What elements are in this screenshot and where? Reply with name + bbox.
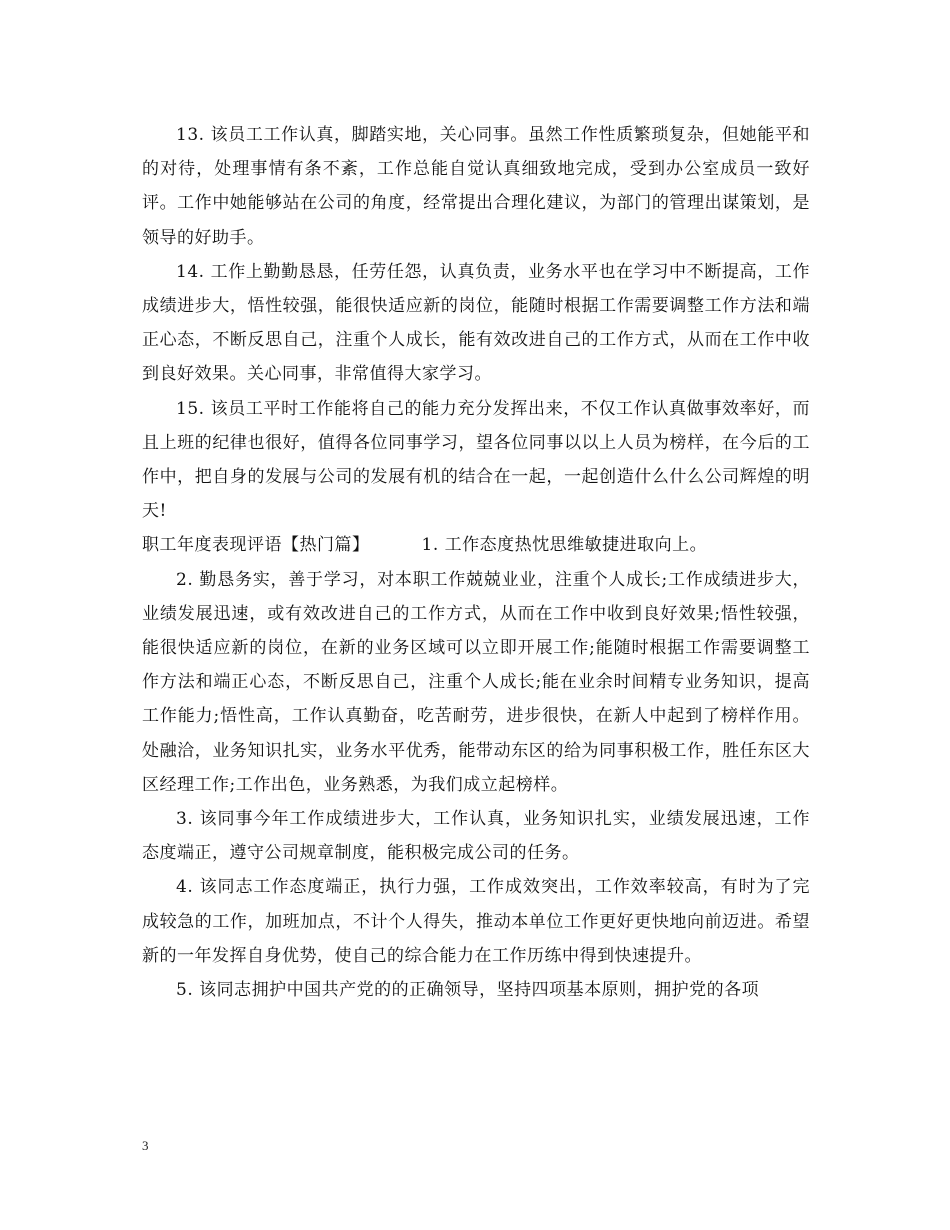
paragraph-2: 2. 勤恳务实，善于学习，对本职工作兢兢业业，注重个人成长;工作成绩进步大，业绩发展迅速，或有效改进自己的工作方式，从而在工作中收到良好效果;悟性较强，能很快适应新的岗位，在新的业务区域可以立即开展工作;能随时根据工作需要调整工作方法和端正心态，不断反思自己，注重个人成长;能在业余时间精专业务知识，提高工作能力;悟性高，工作认真勤奋，吃苦耐劳，进步很快，在新人中起到了榜样作用。处融洽，业务知识扎实，业务水平优秀，能带动东区的给为同事积极工作，胜任东区大区经理工作;工作出色，业务熟悉，为我们成立起榜样。	[142, 569, 810, 795]
section-first-item: 1. 工作态度热忱思维敏捷进取向上。	[421, 535, 708, 556]
section-heading: 职工年度表现评语【热门篇】	[142, 535, 370, 556]
paragraph-3: 3. 该同事今年工作成绩进步大，工作认真，业务知识扎实，业绩发展迅速，工作态度端正，遵守公司规章制度，能积极完成公司的任务。	[142, 809, 810, 864]
paragraph-4: 4. 该同志工作态度端正，执行力强，工作成效突出，工作效率较高，有时为了完成较急的工作，加班加点，不计个人得失，推动本单位工作更好更快地向前迈进。希望新的一年发挥自身优势，使自己的综合能力在工作历练中得到快速提升。	[142, 877, 810, 966]
section-heading-line	[142, 528, 810, 562]
paragraph-5: 5. 该同志拥护中国共产党的的正确领导，坚持四项基本原则，拥护党的各项	[176, 980, 760, 1001]
paragraph-15: 15. 该员工平时工作能将自己的能力充分发挥出来，不仅工作认真做事效率好，而且上班的纪律也很好，值得各位同事学习，望各位同事以以上人员为榜样，在今后的工作中，把自身的发展与公司的发展有机的结合在一起，一起创造什么什么公司辉煌的明天!	[142, 398, 810, 522]
paragraph-14: 14. 工作上勤勤恳恳，任劳任怨，认真负责，业务水平也在学习中不断提高，工作成绩进步大，悟性较强，能很快适应新的岗位，能随时根据工作需要调整工作方法和端正心态，不断反思自己，注重个人成长，能有效改进自己的工作方式，从而在工作中收到良好效果。关心同事，非常值得大家学习。	[142, 261, 810, 385]
page-number: 3	[142, 1138, 149, 1153]
document-body	[142, 118, 810, 1007]
paragraph-13: 13. 该员工工作认真，脚踏实地，关心同事。虽然工作性质繁琐复杂，但她能平和的对待，处理事情有条不紊，工作总能自觉认真细致地完成，受到办公室成员一致好评。工作中她能够站在公司的角度，经常提出合理化建议，为部门的管理出谋策划，是领导的好助手。	[142, 125, 810, 248]
